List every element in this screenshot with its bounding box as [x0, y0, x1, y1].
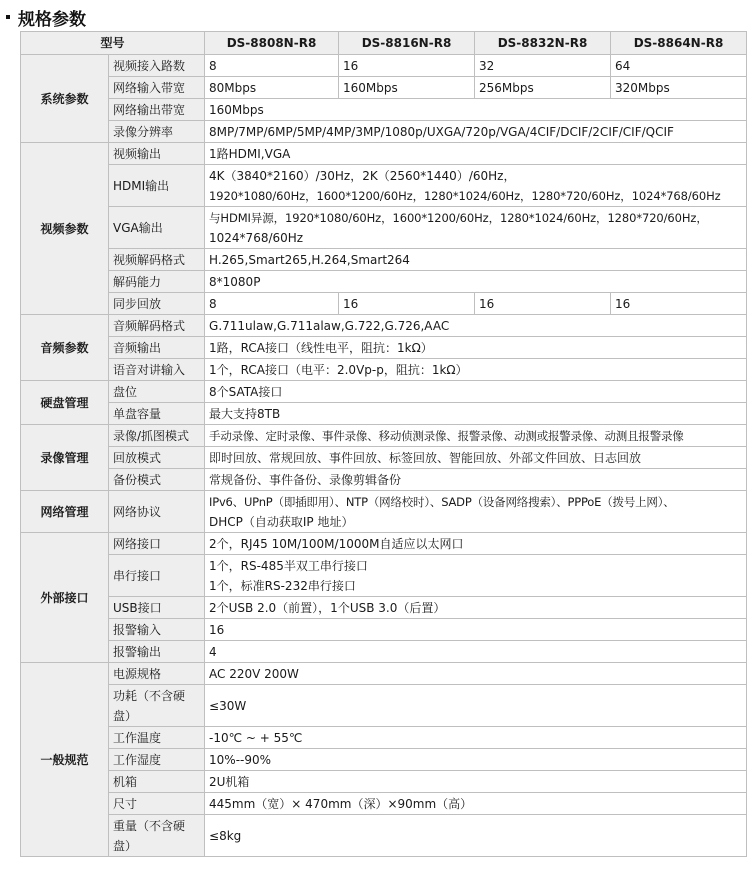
cell-value: 16: [611, 293, 747, 315]
table-row: [21, 121, 747, 143]
cell-value: 即时回放、常规回放、事件回放、标签回放、智能回放、外部文件回放、日志回放: [205, 447, 747, 469]
table-row: [21, 143, 747, 165]
cell-line: 1个，RS-485半双工串行接口: [209, 558, 368, 573]
table-row: [21, 315, 747, 337]
table-row: [21, 249, 747, 271]
cell-value: -10℃ ~ + 55℃: [205, 727, 747, 749]
cell-value: ≤30W: [205, 685, 747, 727]
table-row: [21, 403, 747, 425]
table-row: [21, 99, 747, 121]
cell-value: 445mm（宽）× 470mm（深）×90mm（高）: [205, 793, 747, 815]
cell-value: AC 220V 200W: [205, 663, 747, 685]
row-label: 视频输出: [109, 143, 205, 165]
cell-value: 最大支持8TB: [205, 403, 747, 425]
row-label: USB接口: [109, 597, 205, 619]
cell-value: 64: [611, 55, 747, 77]
row-label: 报警输出: [109, 641, 205, 663]
category-network: 网络管理: [21, 491, 109, 533]
cell-value: 8MP/7MP/6MP/5MP/4MP/3MP/1080p/UXGA/720p/VGA/4CIF/DCIF/2CIF/CIF/QCIF: [205, 121, 747, 143]
table-row: [21, 55, 747, 77]
row-label: 电源规格: [109, 663, 205, 685]
table-row: [21, 425, 747, 447]
cell-value: 80Mbps: [205, 77, 339, 99]
row-label: 同步回放: [109, 293, 205, 315]
table-row: [21, 727, 747, 749]
cell-value: 320Mbps: [611, 77, 747, 99]
row-label: 录像分辨率: [109, 121, 205, 143]
cell-value: 4: [205, 641, 747, 663]
cell-line: 1024*768/60Hz: [209, 230, 304, 245]
cell-value: 10%--90%: [205, 749, 747, 771]
cell-value: 256Mbps: [475, 77, 611, 99]
row-label: 视频解码格式: [109, 249, 205, 271]
cell-value: [205, 165, 747, 207]
row-label: 备份模式: [109, 469, 205, 491]
row-label: 尺寸: [109, 793, 205, 815]
row-label: 语音对讲输入: [109, 359, 205, 381]
row-label: 解码能力: [109, 271, 205, 293]
cell-value: 8*1080P: [205, 271, 747, 293]
row-label: 报警输入: [109, 619, 205, 641]
row-label: 音频解码格式: [109, 315, 205, 337]
row-label: [109, 685, 205, 727]
table-row: [21, 77, 747, 99]
row-label-line: 重量（不含硬: [113, 818, 186, 833]
cell-value: 32: [475, 55, 611, 77]
cell-line: IPv6、UPnP（即插即用）、NTP（网络校时）、SADP（设备网络搜索）、PPPoE（拨号上网）、: [209, 494, 675, 509]
cell-value: 1个，RCA接口（电平：2.0Vp-p，阻抗：1kΩ）: [205, 359, 747, 381]
header-row: [21, 32, 747, 55]
table-row: [21, 555, 747, 597]
category-disk: 硬盘管理: [21, 381, 109, 425]
category-system: 系统参数: [21, 55, 109, 143]
cell-line: 4K（3840*2160）/30Hz，2K（2560*1440）/60Hz，: [209, 168, 516, 183]
row-label: HDMI输出: [109, 165, 205, 207]
row-label: 音频输出: [109, 337, 205, 359]
header-model-2: DS-8816N-R8: [339, 32, 475, 55]
cell-value: 1路，RCA接口（线性电平，阻抗：1kΩ）: [205, 337, 747, 359]
section-heading-text: 规格参数: [18, 9, 86, 30]
table-row: [21, 663, 747, 685]
header-model-1: DS-8808N-R8: [205, 32, 339, 55]
row-label: VGA输出: [109, 207, 205, 249]
table-row: [21, 447, 747, 469]
table-row: [21, 207, 747, 249]
table-row: [21, 271, 747, 293]
category-external: 外部接口: [21, 533, 109, 663]
cell-value: [205, 555, 747, 597]
cell-value: 16: [205, 619, 747, 641]
row-label: 视频接入路数: [109, 55, 205, 77]
table-row: [21, 771, 747, 793]
table-row: [21, 469, 747, 491]
cell-value: 16: [339, 293, 475, 315]
row-label-line: 盘）: [113, 838, 138, 853]
cell-value: 手动录像、定时录像、事件录像、移动侦测录像、报警录像、动测或报警录像、动测且报警录像: [205, 425, 747, 447]
table-row: [21, 293, 747, 315]
row-label: [109, 815, 205, 857]
category-recording: 录像管理: [21, 425, 109, 491]
cell-value: ≤8kg: [205, 815, 747, 857]
header-model-4: DS-8864N-R8: [611, 32, 747, 55]
row-label: 录像/抓图模式: [109, 425, 205, 447]
row-label-line: 盘）: [113, 708, 138, 723]
table-row: [21, 337, 747, 359]
cell-line: 1个，标准RS-232串行接口: [209, 578, 356, 593]
table-row: [21, 381, 747, 403]
header-model-3: DS-8832N-R8: [475, 32, 611, 55]
bullet-icon: [6, 15, 10, 19]
category-audio: 音频参数: [21, 315, 109, 381]
row-label: 网络接口: [109, 533, 205, 555]
table-row: [21, 619, 747, 641]
table-row: [21, 641, 747, 663]
row-label: 工作湿度: [109, 749, 205, 771]
row-label: 网络协议: [109, 491, 205, 533]
row-label: 工作温度: [109, 727, 205, 749]
category-video: 视频参数: [21, 143, 109, 315]
cell-line: 1920*1080/60Hz，1600*1200/60Hz，1280*1024/60Hz，1280*720/60Hz，1024*768/60Hz: [209, 188, 721, 203]
cell-value: 16: [475, 293, 611, 315]
row-label: 机箱: [109, 771, 205, 793]
table-row: [21, 597, 747, 619]
table-row: [21, 491, 747, 533]
section-heading: [6, 4, 86, 30]
table-row: [21, 533, 747, 555]
cell-value: 2U机箱: [205, 771, 747, 793]
cell-line: DHCP（自动获取IP 地址）: [209, 514, 354, 529]
cell-value: [205, 491, 747, 533]
table-row: [21, 793, 747, 815]
table-row: [21, 359, 747, 381]
row-label: 网络输出带宽: [109, 99, 205, 121]
cell-value: 16: [339, 55, 475, 77]
category-general: 一般规范: [21, 663, 109, 857]
cell-value: 160Mbps: [205, 99, 747, 121]
cell-value: 1路HDMI,VGA: [205, 143, 747, 165]
cell-line: 与HDMI异源，1920*1080/60Hz，1600*1200/60Hz，1280*1024/60Hz，1280*720/60Hz，: [209, 210, 708, 225]
cell-value: H.265,Smart265,H.264,Smart264: [205, 249, 747, 271]
spec-table: [20, 31, 747, 857]
table-row: [21, 685, 747, 727]
cell-value: 2个USB 2.0（前置），1个USB 3.0（后置）: [205, 597, 747, 619]
cell-value: 常规备份、事件备份、录像剪辑备份: [205, 469, 747, 491]
cell-value: [205, 207, 747, 249]
table-row: [21, 815, 747, 857]
table-row: [21, 749, 747, 771]
cell-value: 160Mbps: [339, 77, 475, 99]
row-label-line: 功耗（不含硬: [113, 688, 186, 703]
cell-value: 8个SATA接口: [205, 381, 747, 403]
cell-value: 8: [205, 293, 339, 315]
row-label: 单盘容量: [109, 403, 205, 425]
cell-value: 2个，RJ45 10M/100M/1000M自适应以太网口: [205, 533, 747, 555]
table-row: [21, 165, 747, 207]
row-label: 串行接口: [109, 555, 205, 597]
row-label: 盘位: [109, 381, 205, 403]
row-label: 网络输入带宽: [109, 77, 205, 99]
header-model: 型号: [21, 32, 205, 55]
cell-value: 8: [205, 55, 339, 77]
row-label: 回放模式: [109, 447, 205, 469]
cell-value: G.711ulaw,G.711alaw,G.722,G.726,AAC: [205, 315, 747, 337]
